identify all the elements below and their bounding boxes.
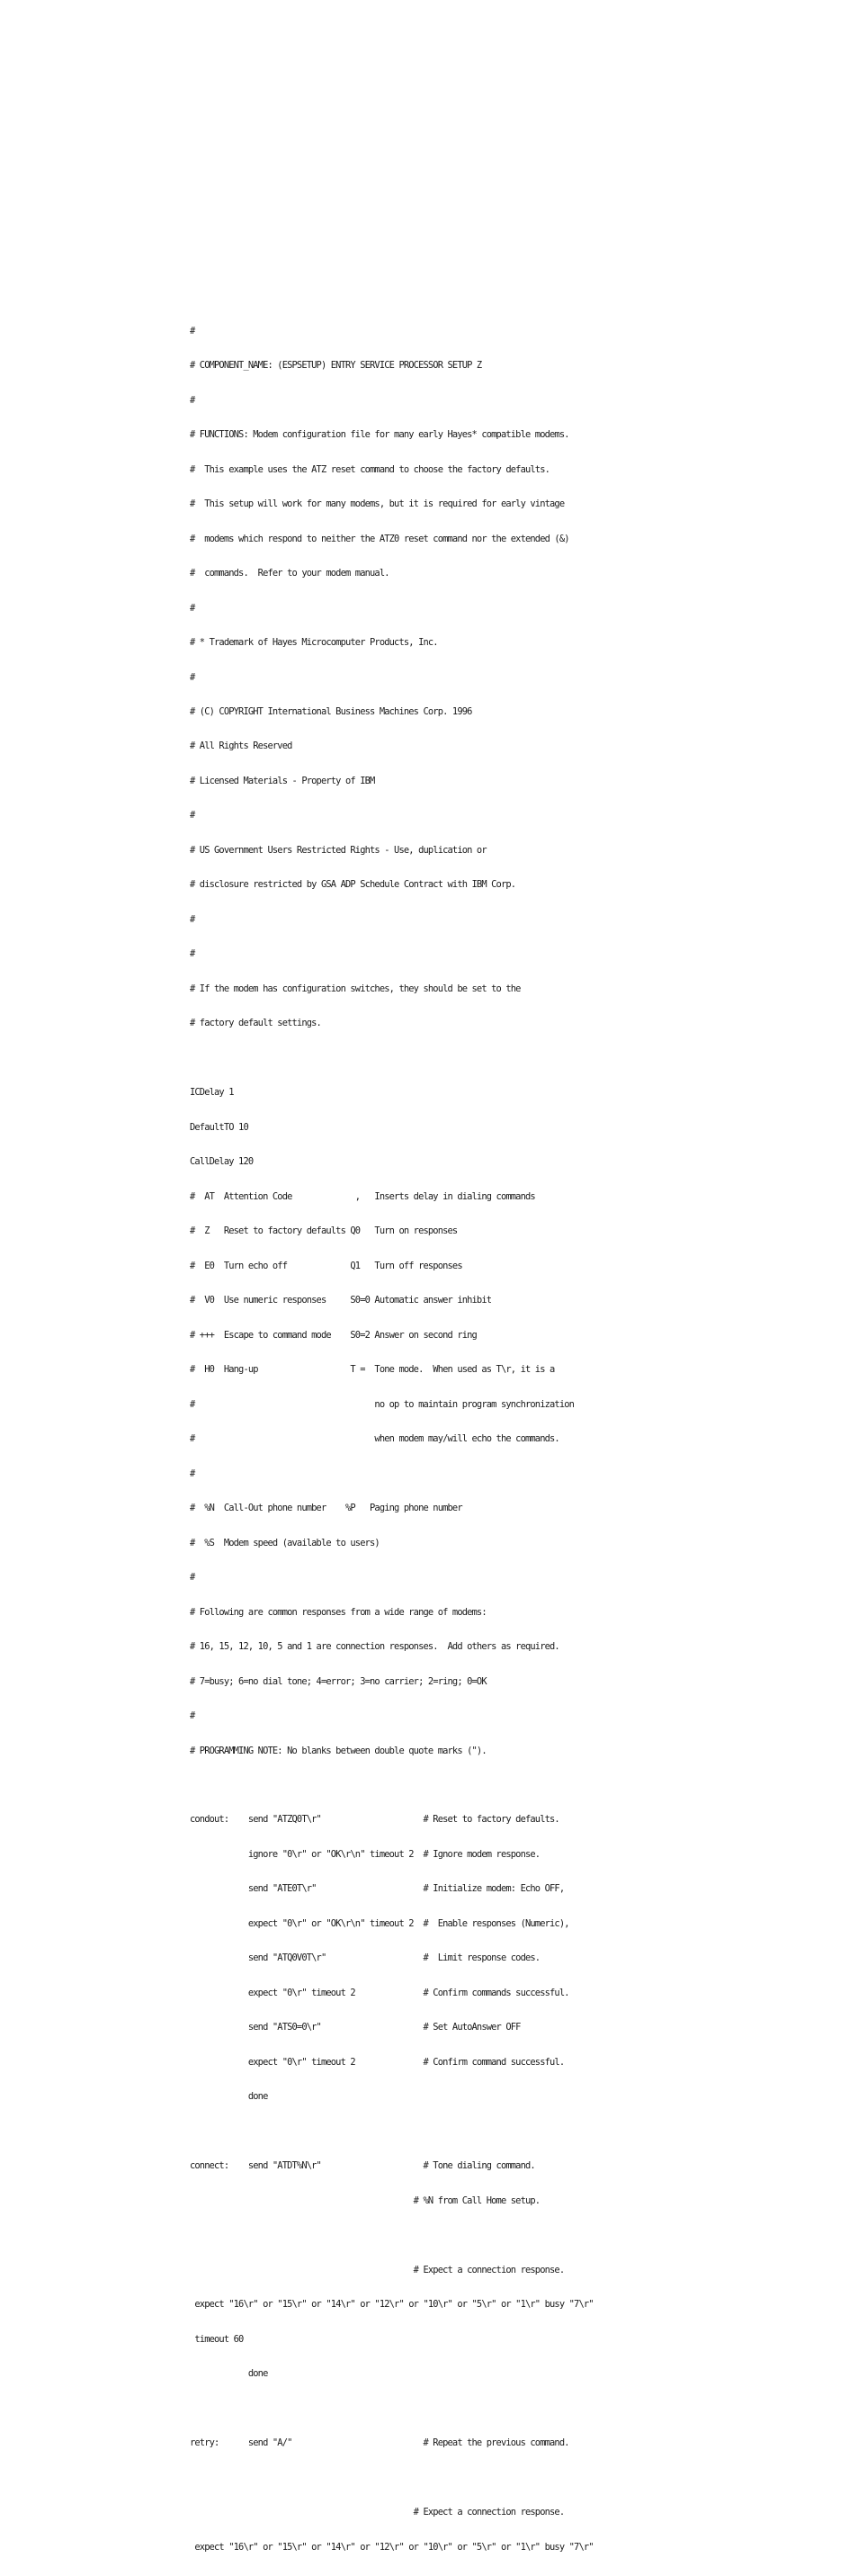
code-line: # [190,671,195,683]
code-line: # (C) COPYRIGHT International Business Machines Corp. 1996 [190,705,472,717]
modem-config-listing [190,302,594,2576]
code-line: send "ATS0=0\r" # Set AutoAnswer OFF [190,2022,521,2033]
code-line: # This setup will work for many modems, but it is required for early vintage [190,498,565,510]
code-line: # factory default settings. [190,1018,321,1029]
code-line: expect "0\r" or "OK\r\n" timeout 2 # Enable responses (Numeric), [190,1917,569,1929]
code-line: # Z Reset to factory defaults Q0 Turn on responses [190,1225,458,1237]
code-line [190,2473,594,2484]
code-line [190,1780,594,1791]
code-line: # All Rights Reserved [190,740,292,752]
code-line: # +++ Escape to command mode S0=2 Answer on second ring [190,1329,477,1341]
code-line: # Licensed Materials - Property of IBM [190,775,375,786]
code-line: # V0 Use numeric responses S0=0 Automatic answer inhibit [190,1295,492,1306]
code-line: # H0 Hang-up T = Tone mode. When used as T\r, it is a [190,1364,555,1376]
code-line: # disclosure restricted by GSA ADP Schedule Contract with IBM Corp. [190,879,516,891]
code-line: # 16, 15, 12, 10, 5 and 1 are connection responses. Add others as required. [190,1641,559,1653]
code-line: # Expect a connection response. [190,2264,565,2275]
code-line: ICDelay 1 [190,1087,234,1099]
code-line: # commands. Refer to your modem manual. [190,568,389,579]
code-line: # [190,1572,195,1584]
code-line: # no op to maintain program synchronization [190,1398,575,1410]
code-line: # * Trademark of Hayes Microcomputer Products, Inc. [190,637,438,649]
code-line: # If the modem has configuration switches, they should be set to the [190,983,521,994]
code-line: expect "0\r" timeout 2 # Confirm commands successful. [190,1987,569,1998]
code-line: # %N Call-Out phone number %P Paging phone number [190,1503,462,1514]
code-line: # when modem may/will echo the commands. [190,1433,559,1445]
code-line: # PROGRAMMING NOTE: No blanks between double quote marks ("). [190,1745,487,1756]
code-line: retry: send "A/" # Repeat the previous command. [190,2437,569,2449]
code-line [190,2230,594,2241]
code-line: # [190,602,195,614]
code-line: # [190,325,195,337]
code-line: # [190,394,195,406]
code-line: # 7=busy; 6=no dial tone; 4=error; 3=no carrier; 2=ring; 0=OK [190,1675,487,1687]
code-line: # COMPONENT_NAME: (ESPSETUP) ENTRY SERVICE PROCESSOR SETUP Z [190,360,482,372]
code-line: # %S Modem speed (available to users) [190,1537,380,1548]
code-line: done [190,2368,268,2380]
code-line: expect "0\r" timeout 2 # Confirm command successful. [190,2056,565,2068]
code-line: # US Government Users Restricted Rights - Use, duplication or [190,844,487,856]
code-line: expect "16\r" or "15\r" or "14\r" or "12\r" or "10\r" or "5\r" or "1\r" busy "7\r" [190,2299,594,2311]
code-line: # This example uses the ATZ reset command to choose the factory defaults. [190,463,550,475]
code-line: condout: send "ATZQ0T\r" # Reset to factory defaults. [190,1814,559,1826]
code-line [190,2126,594,2138]
code-line: # [190,810,195,821]
code-line: # [190,1710,195,1722]
code-line: connect: send "ATDT%N\r" # Tone dialing command. [190,2160,535,2172]
code-line: timeout 60 [190,2333,244,2345]
code-line: # modems which respond to neither the ATZ0 reset command nor the extended (&) [190,533,569,544]
code-line: ignore "0\r" or "OK\r\n" timeout 2 # Ignore modem response. [190,1848,541,1860]
code-line: send "ATQ0V0T\r" # Limit response codes. [190,1952,541,1964]
code-line: # [190,948,195,960]
code-line: send "ATE0T\r" # Initialize modem: Echo OFF, [190,1883,565,1895]
code-line: done [190,2091,268,2103]
code-line: # [190,1468,195,1479]
code-line: # Expect a connection response. [190,2507,565,2518]
code-line: # Following are common responses from a wide range of modems: [190,1606,487,1618]
code-line: # %N from Call Home setup. [190,2195,541,2206]
code-line: # E0 Turn echo off Q1 Turn off responses [190,1260,462,1271]
code-line: expect "16\r" or "15\r" or "14\r" or "12\r" or "10\r" or "5\r" or "1\r" busy "7\r" [190,2541,594,2553]
code-line: DefaultTO 10 [190,1121,248,1133]
code-line: CallDelay 120 [190,1156,254,1168]
code-line: # FUNCTIONS: Modem configuration file for many early Hayes* compatible modems. [190,429,569,441]
code-line: # [190,913,195,925]
code-line [190,1053,594,1064]
code-line [190,2403,594,2415]
code-line: # AT Attention Code , Inserts delay in dialing commands [190,1190,535,1202]
